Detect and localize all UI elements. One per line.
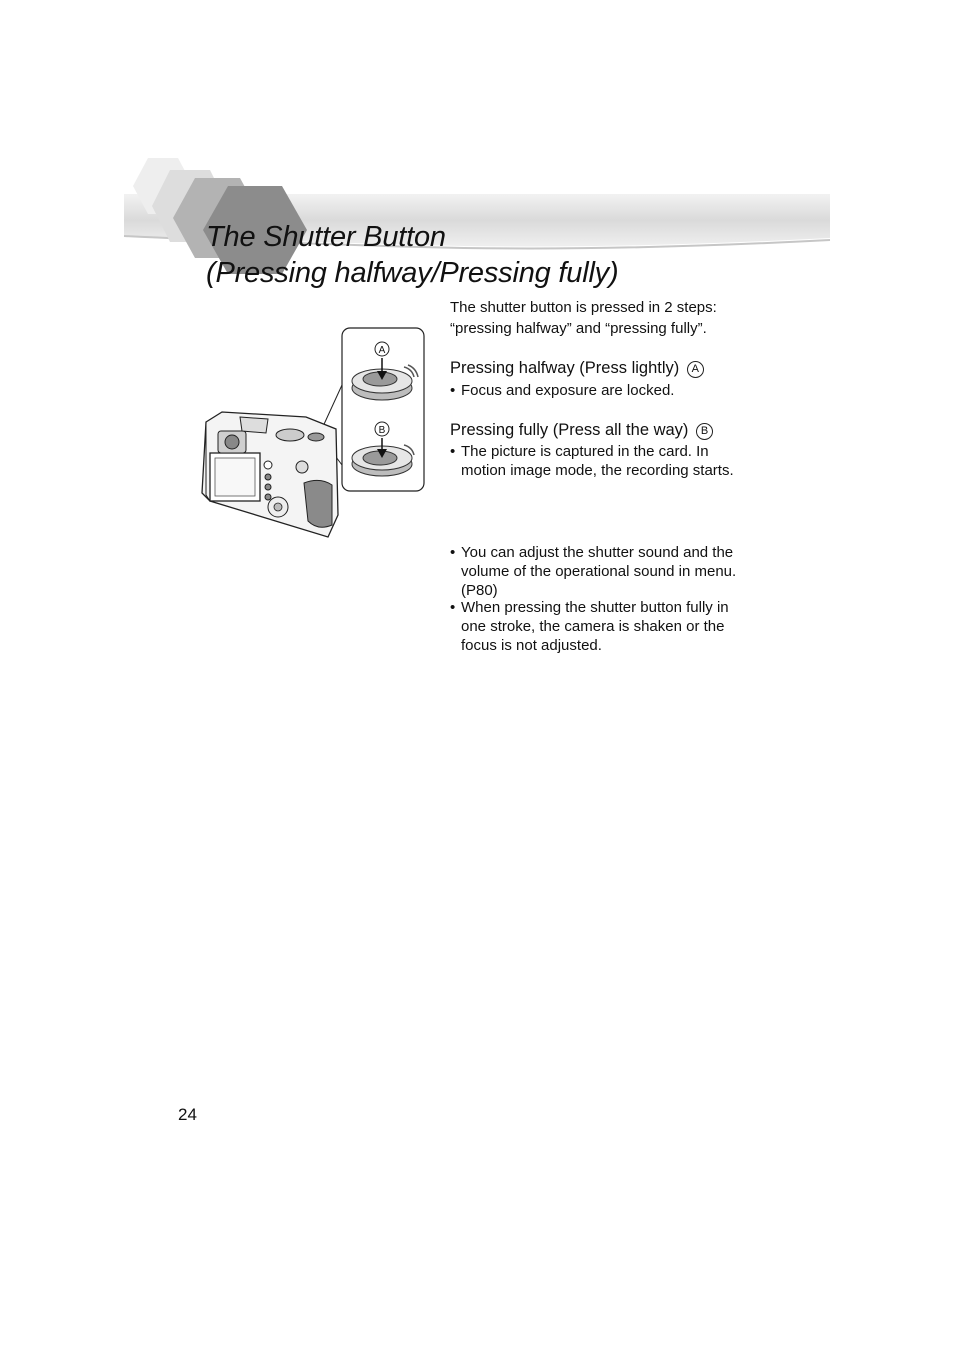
note-1-line-2: volume of the operational sound in menu. [461,563,737,580]
note-2-line-1: When pressing the shutter button fully in [461,599,729,616]
page-number: 24 [178,1105,197,1124]
note-1-line-1: You can adjust the shutter sound and the [461,544,734,561]
camera-grip [304,480,332,527]
intro-line-1: The shutter button is pressed in 2 steps: [450,299,717,316]
full-press-heading-text: Pressing fully (Press all the way) [450,421,689,439]
note-2-line-3: focus is not adjusted. [461,637,602,654]
note-bullet-1 [450,543,760,600]
marker-a: A [687,361,704,378]
bullet-dot: • [450,599,456,616]
full-press-bullet-line-2: motion image mode, the recording starts. [461,462,734,479]
note-bullet-2 [450,598,760,655]
camera-mode-dial [276,429,304,441]
note-2-line-2: one stroke, the camera is shaken or the [461,618,725,635]
page-title-line-2: (Pressing halfway/Pressing fully) [206,257,619,289]
bullet-dot: • [450,382,456,399]
camera-shutter-button [308,433,324,441]
note-1-line-3: (P80) [461,582,498,599]
callout-label-a: A [378,345,386,356]
page-title-line-1: The Shutter Button [206,221,446,253]
callout-label-b: B [378,425,386,436]
bullet-dot: • [450,443,456,460]
full-press-heading [450,420,713,440]
marker-b: B [696,423,713,440]
camera-icon [202,412,338,537]
camera-shutter-illustration [198,325,428,545]
intro-line-2: “pressing halfway” and “pressing fully”. [450,320,707,337]
full-press-bullet [450,442,760,480]
half-press-heading-text: Pressing halfway (Press lightly) [450,359,680,377]
half-press-bullet [450,381,760,400]
full-press-bullet-line-1: The picture is captured in the card. In [461,443,709,460]
bullet-dot: • [450,544,456,561]
half-press-heading [450,358,704,378]
half-press-bullet-text: Focus and exposure are locked. [461,382,675,399]
